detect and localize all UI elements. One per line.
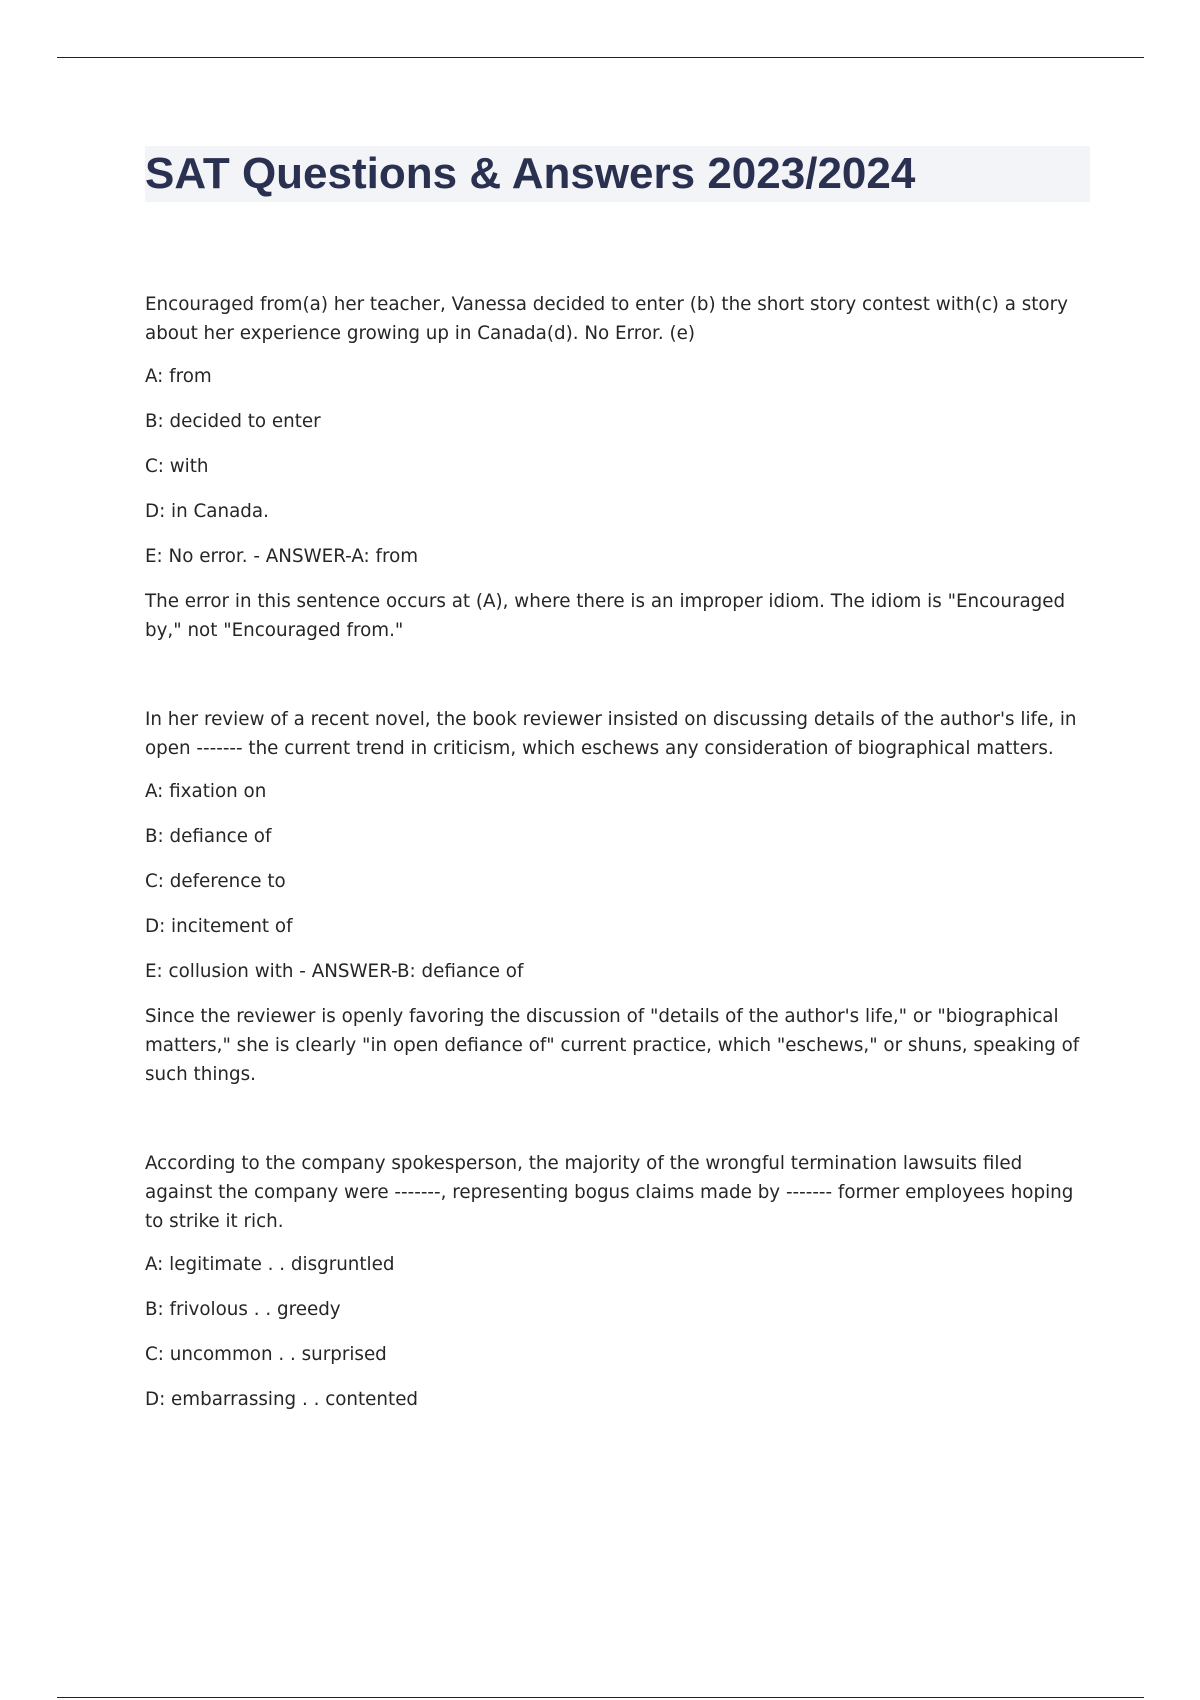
answer-explanation: The error in this sentence occurs at (A), where there is an improper idiom. The idiom is "Encouraged by," not "Encouraged from." <box>145 591 1066 641</box>
answer-option-e: E: No error. - ANSWER-A: from <box>145 546 419 567</box>
bottom-rule <box>57 1697 1144 1698</box>
answer-explanation: Since the reviewer is openly favoring the discussion of "details of the author's life," or "biographical matters," she is clearly "in open defiance of" current practice, which "eschews," or shuns, speaking of such things. <box>145 1006 1080 1085</box>
answer-option-b: B: decided to enter <box>145 411 321 432</box>
question-text: Encouraged from(a) her teacher, Vanessa decided to enter (b) the short story contest with(c) a story about her experience growing up in Canada(d). No Error. (e) <box>145 294 1068 344</box>
top-rule <box>57 57 1144 58</box>
answer-option-e: E: collusion with - ANSWER-B: defiance of <box>145 961 524 982</box>
question-block-2 <box>145 705 1090 1089</box>
answer-option-b: B: defiance of <box>145 826 272 847</box>
answer-option-d: D: in Canada. <box>145 501 269 522</box>
answer-option-c: C: with <box>145 456 209 477</box>
answer-option-d: D: embarrassing . . contented <box>145 1389 419 1410</box>
answer-option-a: A: fixation on <box>145 781 267 802</box>
page-title: SAT Questions & Answers 2023/2024 <box>145 149 916 198</box>
answer-option-d: D: incitement of <box>145 916 293 937</box>
answer-option-b: B: frivolous . . greedy <box>145 1299 341 1320</box>
question-text: In her review of a recent novel, the book reviewer insisted on discussing details of the author's life, in open ------- the current trend in criticism, which eschews any consideration of biographical matters. <box>145 709 1077 759</box>
question-block-1 <box>145 290 1090 645</box>
document-body <box>145 290 1090 1414</box>
question-block-3 <box>145 1149 1090 1414</box>
answer-option-a: A: legitimate . . disgruntled <box>145 1254 395 1275</box>
answer-option-c: C: uncommon . . surprised <box>145 1344 387 1365</box>
answer-option-a: A: from <box>145 366 212 387</box>
question-text: According to the company spokesperson, the majority of the wrongful termination lawsuits filed against the company were -------, representing bogus claims made by ------- former employees hoping to strike it rich. <box>145 1153 1074 1232</box>
answer-option-c: C: deference to <box>145 871 286 892</box>
